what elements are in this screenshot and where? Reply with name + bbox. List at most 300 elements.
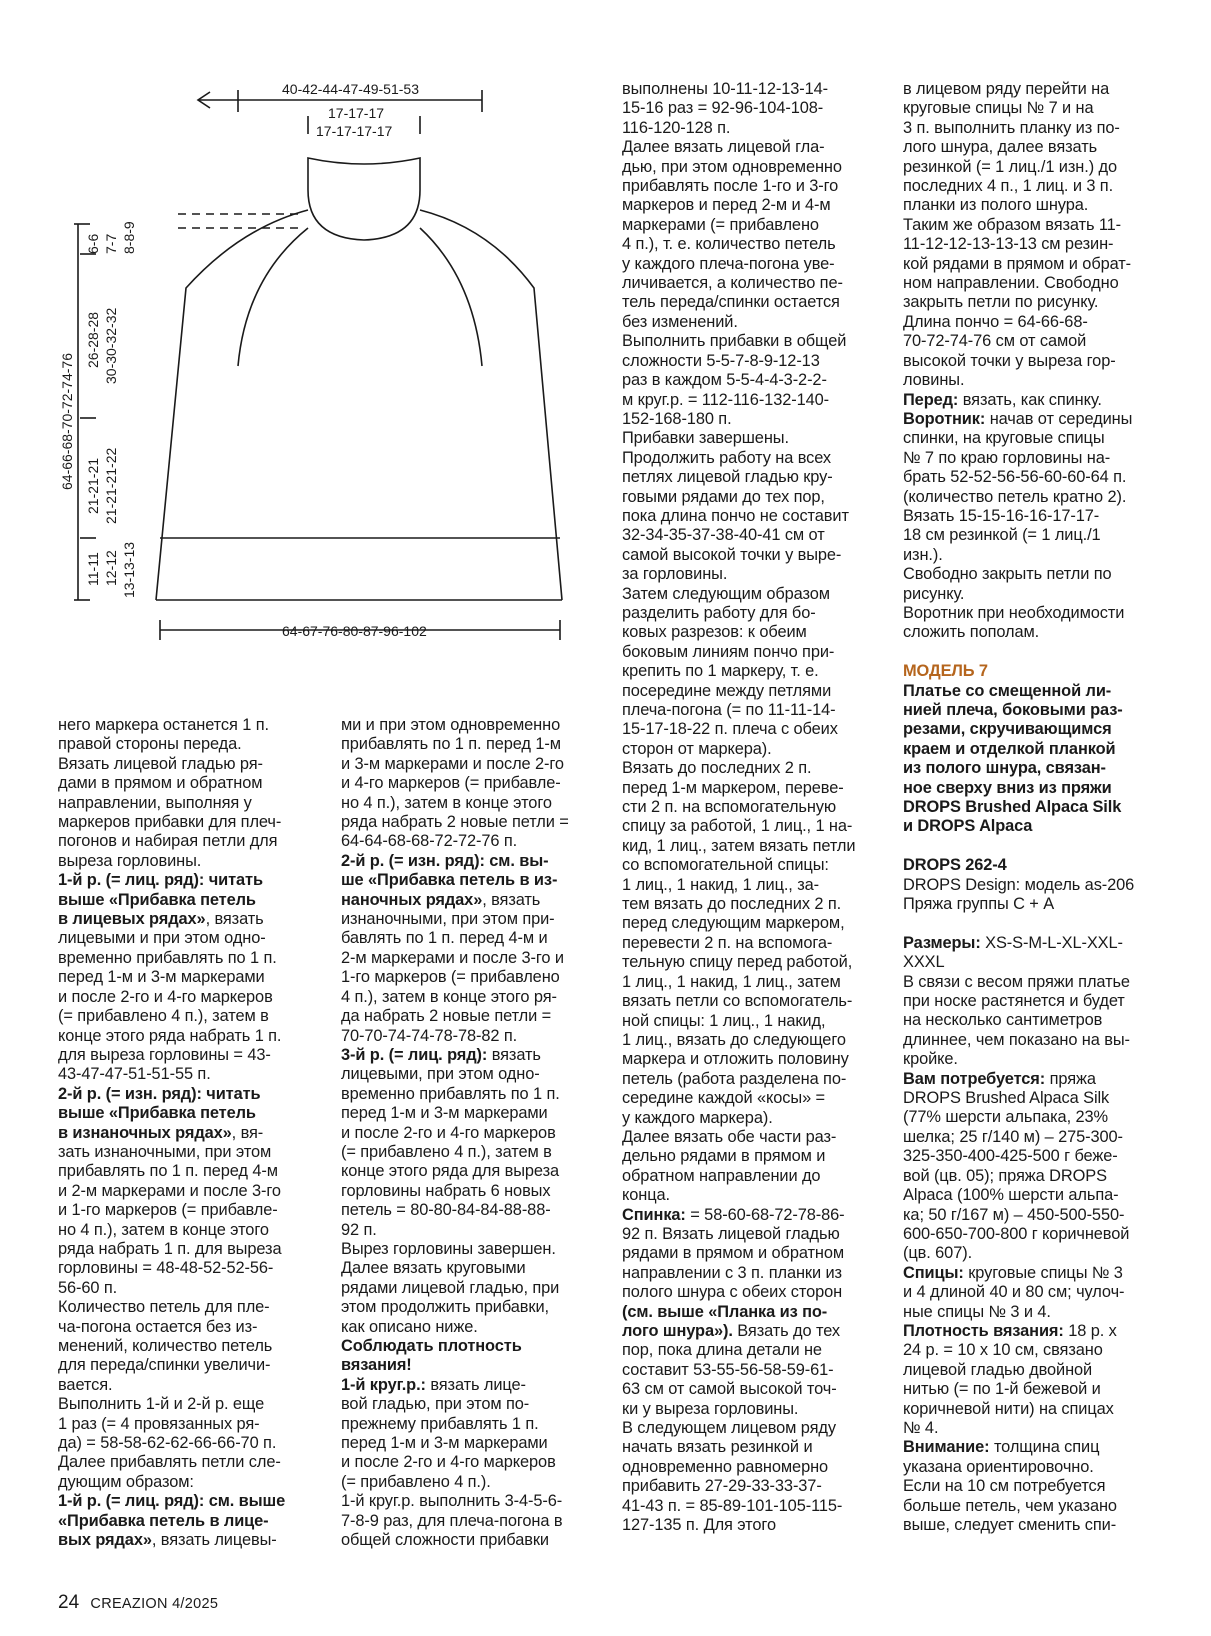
bold-run: Размеры: <box>903 933 981 952</box>
text-line <box>58 910 285 929</box>
text-line <box>341 1298 569 1317</box>
text-run: 56-60 п. <box>58 1278 118 1297</box>
yoke-label-1: 26-28-28 <box>85 311 101 368</box>
text-run: маркеров прибавки для плеч- <box>58 813 282 832</box>
text-line <box>341 1027 569 1046</box>
text-line <box>622 177 855 196</box>
bold-run: Плотность вязания: <box>903 1321 1064 1340</box>
text-line <box>622 1419 855 1438</box>
text-run: петель = 80-80-84-84-88-88- <box>341 1201 551 1220</box>
text-run: 1 раз (= 4 провязанных ря- <box>58 1414 260 1433</box>
bold-run: лого шнура»). <box>622 1322 733 1340</box>
text-line <box>622 1109 855 1128</box>
text-run: прибавлять по 1 п. перед 4-м <box>58 1162 278 1181</box>
text-line <box>622 546 855 565</box>
text-line <box>622 565 855 584</box>
text-run: временно прибавлять по 1 п. <box>341 1084 560 1103</box>
text-line <box>622 914 855 933</box>
text-line <box>622 391 855 410</box>
text-line <box>903 158 1134 177</box>
text-line <box>341 1162 569 1181</box>
text-line <box>903 449 1134 468</box>
text-line <box>622 1089 855 1108</box>
text-run: перед следующим маркером, <box>622 914 845 933</box>
text-run: 41-43 п. = 85-89-101-105-115- <box>622 1496 843 1515</box>
text-run: нитью (= по 1-й бежевой и <box>903 1380 1101 1399</box>
text-run: (= прибавлено 4 п.). <box>341 1472 491 1491</box>
text-run: крепить по 1 маркеру, т. е. <box>622 662 819 681</box>
text-line <box>622 1206 855 1225</box>
text-run: 4 п.), затем в конце этого ря- <box>341 987 557 1006</box>
text-run: 600-650-700-800 г коричневой <box>903 1224 1130 1243</box>
text-run: петлях лицевой гладью кру- <box>622 468 833 487</box>
text-run: 325-350-400-425-500 г беже- <box>903 1147 1118 1166</box>
text-line <box>622 410 855 429</box>
bold-run: краем и отделкой планкой <box>903 739 1116 758</box>
text-run: , вя- <box>231 1123 264 1142</box>
bold-run: в лицевых рядах» <box>58 910 206 929</box>
page-footer <box>58 1592 218 1614</box>
text-run: и после 2-го и 4-го маркеров <box>341 1123 556 1142</box>
text-line <box>903 80 1134 99</box>
total-length-label: 64-66-68-70-72-74-76 <box>59 353 75 490</box>
text-line <box>903 1458 1134 1477</box>
text-line <box>341 832 569 851</box>
text-line <box>58 1065 285 1084</box>
text-line <box>903 1050 1134 1069</box>
text-line <box>903 1477 1134 1496</box>
text-run: сти 2 п. на вспомогательную <box>622 798 837 817</box>
bold-run: ное сверху вниз из пряжи <box>903 778 1112 797</box>
text-line <box>622 1264 855 1283</box>
text-line <box>622 1031 855 1050</box>
text-run: временно прибавлять по 1 п. <box>58 948 277 967</box>
text-run: общей сложности прибавки <box>341 1531 549 1550</box>
text-column-3 <box>622 80 855 1535</box>
text-line <box>903 274 1134 293</box>
text-line <box>58 1395 285 1414</box>
text-run: личивается, а количество пе- <box>622 274 843 293</box>
text-run: самой высокой точки у выре- <box>622 545 842 564</box>
text-run: 1-й круг.р. выполнить 3-4-5-6- <box>341 1492 563 1511</box>
text-line <box>58 1162 285 1181</box>
text-line <box>341 1531 569 1550</box>
text-run: 63 см от самой высокой точ- <box>622 1380 837 1399</box>
text-run: ча-погона остается без из- <box>58 1317 258 1336</box>
bold-run: 2-й р. (= изн. ряд): читать <box>58 1084 261 1103</box>
paragraph-gap <box>903 643 1134 662</box>
text-run: Свободно закрыть петли по <box>903 565 1112 584</box>
text-run: 18 см резинкой (= 1 лиц./1 <box>903 526 1101 545</box>
text-line <box>341 1065 569 1084</box>
text-run: да) = 58-58-62-62-66-66-70 п. <box>58 1434 277 1453</box>
bold-run: Вам потребуется: <box>903 1069 1046 1088</box>
paragraph-gap <box>903 914 1134 933</box>
text-line <box>622 216 855 235</box>
text-run: вой (цв. 05); пряжа DROPS <box>903 1166 1107 1185</box>
text-line <box>58 1143 285 1162</box>
text-run: одновременно равномерно <box>622 1457 829 1476</box>
text-run: петель (работа разделена по- <box>622 1069 847 1088</box>
text-line <box>341 1221 569 1240</box>
body-label-1: 21-21-21 <box>85 457 101 514</box>
text-run: лицевыми и при этом одно- <box>58 929 266 948</box>
text-line <box>341 1337 569 1356</box>
text-line <box>58 1356 285 1375</box>
text-column-1 <box>58 716 285 1550</box>
text-run: , вязать <box>482 890 541 909</box>
text-run: ка; 50 г/167 м) – 450-500-550- <box>903 1205 1125 1224</box>
yoke-label-2: 30-30-32-32 <box>103 307 119 384</box>
text-line <box>341 1279 569 1298</box>
text-run: лого шнура, далее вязать <box>903 138 1098 157</box>
bold-run: DROPS 262-4 <box>903 856 1007 875</box>
text-run: вязать <box>487 1045 541 1064</box>
text-line <box>341 1492 569 1511</box>
text-run: него маркера останется 1 п. <box>58 716 269 734</box>
text-run: спицу за работой, 1 лиц., 1 на- <box>622 817 853 836</box>
text-run: ковых разрезов: к обеим <box>622 623 807 642</box>
text-run: 116-120-128 п. <box>622 118 731 137</box>
text-run: у каждого маркера). <box>622 1108 773 1127</box>
text-line <box>622 1361 855 1380</box>
text-run: дельно рядами в прямом и <box>622 1147 826 1166</box>
text-run: говыми рядами до тех пор, <box>622 487 825 506</box>
text-line <box>622 720 855 739</box>
text-run: Пряжа группы С + А <box>903 895 1055 914</box>
text-line <box>341 1473 569 1492</box>
text-run: но 4 п.), затем в конце этого <box>341 793 552 812</box>
text-line <box>341 1007 569 1026</box>
text-run: последних 4 п., 1 лиц. и 3 п. <box>903 177 1114 196</box>
text-line <box>58 1221 285 1240</box>
text-line <box>622 255 855 274</box>
text-line <box>58 929 285 948</box>
text-line <box>341 1376 569 1395</box>
text-line <box>58 1337 285 1356</box>
text-run: больше петель, чем указано <box>903 1496 1117 1515</box>
text-line <box>903 1341 1134 1360</box>
text-line <box>341 1182 569 1201</box>
text-run: Таким же образом вязать 11- <box>903 215 1122 234</box>
text-line <box>622 662 855 681</box>
text-run: начав от середины <box>985 409 1133 428</box>
text-line <box>622 1477 855 1496</box>
text-line <box>622 1225 855 1244</box>
body-outline <box>156 210 562 600</box>
text-line <box>341 1356 569 1375</box>
text-run: Вырез горловины завершен. <box>341 1239 556 1258</box>
text-line <box>622 371 855 390</box>
text-line <box>341 1512 569 1531</box>
text-line <box>622 973 855 992</box>
text-line <box>903 138 1134 157</box>
bold-run: 1-й р. (= лиц. ряд): см. выше <box>58 1492 286 1511</box>
bold-run: Внимание: <box>903 1438 990 1457</box>
body-label-2: 21-21-21-22 <box>103 447 119 524</box>
bold-run: 1-й р. (= лиц. ряд): читать <box>58 871 263 890</box>
bold-run: выше «Прибавка петель <box>58 890 256 909</box>
text-line <box>622 138 855 157</box>
text-run: Далее прибавлять петли сле- <box>58 1453 281 1472</box>
text-line <box>341 1434 569 1453</box>
text-run: спинки, на круговые спицы <box>903 429 1105 448</box>
text-line <box>622 1400 855 1419</box>
text-line <box>622 1128 855 1147</box>
text-line <box>341 1453 569 1472</box>
text-run: пряжа <box>1045 1069 1096 1088</box>
text-line <box>341 1240 569 1259</box>
bottom-width-label: 64-67-76-80-87-96-102 <box>282 623 427 639</box>
text-run: перевести 2 п. на вспомога- <box>622 933 833 952</box>
page-number: 24 <box>58 1592 80 1613</box>
text-run: ряда набрать 1 п. для выреза <box>58 1239 282 1258</box>
text-run: зать изнаночными, при этом <box>58 1142 272 1161</box>
text-line <box>341 1143 569 1162</box>
text-line <box>622 643 855 662</box>
text-line <box>903 623 1134 642</box>
text-run: и 4 длиной 40 и 80 см; чулоч- <box>903 1283 1125 1302</box>
text-line <box>622 313 855 332</box>
text-line <box>58 1318 285 1337</box>
text-line <box>622 235 855 254</box>
text-run: для выреза горловины = 43- <box>58 1045 271 1064</box>
text-run: № 7 по краю горловины на- <box>903 448 1111 467</box>
text-run: № 4. <box>903 1418 939 1437</box>
text-line <box>903 255 1134 274</box>
text-line <box>622 1380 855 1399</box>
text-line <box>903 468 1134 487</box>
text-run: (цв. 607). <box>903 1244 973 1263</box>
text-run: 15-16 раз = 92-96-104-108- <box>622 99 824 118</box>
text-run: на несколько сантиметров <box>903 1011 1103 1030</box>
text-line <box>622 953 855 972</box>
text-line <box>622 585 855 604</box>
text-line <box>622 740 855 759</box>
bold-run: вых рядах» <box>58 1531 152 1550</box>
text-line <box>341 929 569 948</box>
text-run: коричневой нити) на спицах <box>903 1399 1114 1418</box>
text-run: кройке. <box>903 1050 958 1069</box>
text-line <box>622 507 855 526</box>
text-line <box>341 1085 569 1104</box>
text-line <box>58 1434 285 1453</box>
text-line <box>903 662 1134 681</box>
text-line <box>622 1303 855 1322</box>
text-line <box>903 1186 1134 1205</box>
text-line <box>903 1244 1134 1263</box>
text-line <box>58 988 285 1007</box>
text-run: В связи с весом пряжи платье <box>903 972 1130 991</box>
text-run: направлении с 3 п. планки из <box>622 1263 842 1282</box>
text-line <box>622 526 855 545</box>
text-run: начать вязать резинкой и <box>622 1438 813 1457</box>
text-run: бавлять по 1 п. перед 4-м и <box>341 929 548 948</box>
text-line <box>903 1167 1134 1186</box>
text-line <box>58 1279 285 1298</box>
text-run: перед 1-м маркером, переве- <box>622 778 844 797</box>
text-line <box>622 623 855 642</box>
text-line <box>622 1458 855 1477</box>
text-run: толщина спиц <box>989 1438 1100 1457</box>
text-run: 70-70-74-74-78-78-82 п. <box>341 1026 518 1045</box>
text-line <box>58 1240 285 1259</box>
text-line <box>903 953 1134 972</box>
text-run: 92 п. Вязать лицевой гладью <box>622 1224 840 1243</box>
text-line <box>903 177 1134 196</box>
text-line <box>58 1473 285 1492</box>
text-line <box>622 196 855 215</box>
text-line <box>58 774 285 793</box>
text-line <box>622 856 855 875</box>
text-line <box>58 1124 285 1143</box>
text-line <box>622 759 855 778</box>
text-run: ные спицы № 3 и 4. <box>903 1302 1051 1321</box>
text-line <box>341 1046 569 1065</box>
bold-run: резами, скручивающимся <box>903 720 1112 739</box>
text-run: конце этого ряда для выреза <box>341 1162 560 1181</box>
text-line <box>903 1128 1134 1147</box>
text-line <box>903 1361 1134 1380</box>
text-run: тем вязать до последних 2 п. <box>622 895 842 914</box>
text-run: правой стороны переда. <box>58 735 242 754</box>
text-line <box>341 949 569 968</box>
text-run: 70-72-74-76 см от самой <box>903 332 1087 351</box>
text-run: дующим образом: <box>58 1472 194 1491</box>
text-run: разделить работу для бо- <box>622 603 816 622</box>
text-line <box>903 1264 1134 1283</box>
text-line <box>622 1012 855 1031</box>
text-run: 92 п. <box>341 1220 377 1239</box>
text-line <box>622 798 855 817</box>
bold-run: «Прибавка петель в лице- <box>58 1511 269 1530</box>
text-run: вается. <box>58 1375 113 1394</box>
text-run: вязать лице- <box>425 1375 526 1394</box>
text-run: направлении, выполняя у <box>58 793 252 812</box>
text-run: и 2-м маркерами и после 3-го <box>58 1181 281 1200</box>
text-run: прежнему прибавлять 1 п. <box>341 1414 539 1433</box>
text-line <box>58 794 285 813</box>
text-line <box>58 1085 285 1104</box>
text-run: (количество петель кратно 2). <box>903 487 1127 506</box>
text-line <box>341 1124 569 1143</box>
text-line <box>58 813 285 832</box>
text-run: ной спицы: 1 лиц., 1 накид, <box>622 1011 826 1030</box>
text-line <box>622 429 855 448</box>
text-line <box>903 1089 1134 1108</box>
text-line <box>903 293 1134 312</box>
text-line <box>341 774 569 793</box>
text-run: брать 52-52-56-56-60-60-64 п. <box>903 468 1127 487</box>
text-run: дами в прямом и обратном <box>58 774 263 793</box>
text-run: рядами лицевой гладью, при <box>341 1278 560 1297</box>
text-line <box>58 1453 285 1472</box>
text-line <box>622 992 855 1011</box>
text-column-2 <box>341 716 569 1550</box>
text-run: резинкой (= 1 лиц./1 изн.) до <box>903 157 1117 176</box>
text-run: перед 1-м и 3-м маркерами <box>341 1434 548 1453</box>
text-run: ловины. <box>903 371 965 390</box>
text-run: погонов и набирая петли для <box>58 832 278 851</box>
text-line <box>903 1516 1134 1535</box>
text-line <box>58 949 285 968</box>
text-run: лицевой гладью двойной <box>903 1360 1093 1379</box>
text-run: 2-м маркерами и после 3-го и <box>341 948 564 967</box>
text-line <box>58 968 285 987</box>
text-line <box>903 196 1134 215</box>
text-run: без изменений. <box>622 312 738 331</box>
text-run: перед 1-м и 3-м маркерами <box>341 1104 548 1123</box>
text-line <box>903 740 1134 759</box>
text-line <box>341 871 569 890</box>
text-run: и после 2-го и 4-го маркеров <box>341 1453 556 1472</box>
text-run: лицевыми, при этом одно- <box>341 1065 540 1084</box>
text-run: прибавлять по 1 п. перед 1-м <box>341 735 561 754</box>
text-run: прибавлять после 1-го и 3-го <box>622 177 839 196</box>
text-run: за горловины. <box>622 565 728 584</box>
text-run: рядами в прямом и обратном <box>622 1244 845 1263</box>
text-run: Если на 10 см потребуется <box>903 1477 1106 1496</box>
text-run: Затем следующим образом <box>622 584 830 603</box>
text-run: при носке растянется и будет <box>903 992 1125 1011</box>
text-run: 24 р. = 10 х 10 см, связано <box>903 1341 1103 1360</box>
text-run: вязать петли со вспомогатель- <box>622 992 853 1011</box>
text-line <box>341 794 569 813</box>
text-run: и после 2-го и 4-го маркеров <box>58 987 273 1006</box>
text-line <box>622 1147 855 1166</box>
text-run: Длина пончо = 64-66-68- <box>903 312 1088 331</box>
text-run: рисунку. <box>903 584 965 603</box>
text-line <box>341 852 569 871</box>
text-run: 152-168-180 п. <box>622 409 732 428</box>
text-run: 1 лиц., вязать до следующего <box>622 1030 846 1049</box>
text-run: для переда/спинки увеличи- <box>58 1356 271 1375</box>
text-line <box>903 1031 1134 1050</box>
text-run: изн.). <box>903 545 943 564</box>
text-line <box>903 1147 1134 1166</box>
text-line <box>903 488 1134 507</box>
text-run: со вспомогательной спицы: <box>622 856 829 875</box>
text-line <box>58 1492 285 1511</box>
text-line <box>903 798 1134 817</box>
text-run: 32-34-35-37-38-40-41 см от <box>622 526 825 545</box>
text-run: указана ориентировочно. <box>903 1457 1094 1476</box>
text-line <box>622 1050 855 1069</box>
text-run: круговые спицы № 3 <box>963 1263 1123 1282</box>
text-line <box>341 813 569 832</box>
text-run: 18 р. х <box>1063 1321 1117 1340</box>
text-line <box>341 1415 569 1434</box>
magazine-issue: CREAZION 4/2025 <box>90 1596 219 1612</box>
text-line <box>622 119 855 138</box>
text-line <box>58 1531 285 1550</box>
text-line <box>622 701 855 720</box>
text-line <box>903 779 1134 798</box>
text-line <box>903 1303 1134 1322</box>
text-line <box>903 410 1134 429</box>
text-run: обратном направлении до <box>622 1166 821 1185</box>
text-run: Вязать 15-15-16-16-17-17- <box>903 506 1100 525</box>
text-line <box>622 332 855 351</box>
text-run: (= прибавлено 4 п.), затем в <box>58 1007 269 1026</box>
text-run: горловины набрать 6 новых <box>341 1181 551 1200</box>
text-run: маркерами (= прибавлено <box>622 215 819 234</box>
text-run: (77% шерсти альпака, 23% <box>903 1108 1108 1127</box>
text-line <box>903 507 1134 526</box>
text-line <box>58 755 285 774</box>
bold-run: Спицы: <box>903 1263 964 1282</box>
edge-label-2: 12-12 <box>103 550 119 586</box>
